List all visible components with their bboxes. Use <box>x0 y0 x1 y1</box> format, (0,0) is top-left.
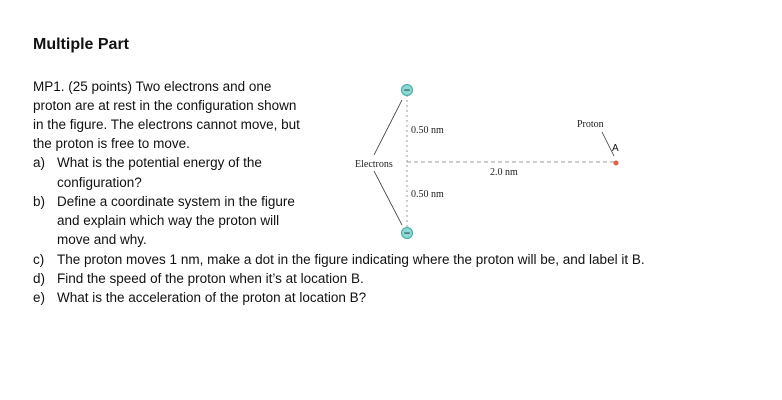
charge-configuration-figure <box>340 75 640 245</box>
proton-dot-icon <box>614 161 619 166</box>
part-e-text: What is the acceleration of the proton at location B? <box>57 290 367 305</box>
part-e-marker: e) <box>33 290 46 305</box>
proton-label: Proton <box>577 119 604 130</box>
part-b-text: Define a coordinate system in the figure <box>57 194 295 209</box>
figure-canvas <box>340 75 640 245</box>
part-d-marker: d) <box>33 271 46 286</box>
electron-pointer-upper <box>374 100 402 155</box>
section-heading: Multiple Part <box>33 36 130 53</box>
intro-line: in the figure. The electrons cannot move, but <box>33 117 300 132</box>
electron-pointer-lower <box>374 171 402 225</box>
horizontal-distance-label: 2.0 nm <box>490 167 518 178</box>
part-d-text: Find the speed of the proton when it’s at location B. <box>57 271 364 286</box>
intro-line: proton are at rest in the configuration shown <box>33 98 297 113</box>
intro-line: the proton is free to move. <box>33 136 190 151</box>
part-b-text: and explain which way the proton will <box>57 213 280 228</box>
part-b-text: move and why. <box>57 232 147 247</box>
intro-line: MP1. (25 points) Two electrons and one <box>33 79 272 94</box>
upper-distance-label: 0.50 nm <box>411 125 444 136</box>
part-c-text: The proton moves 1 nm, make a dot in the figure indicating where the proton will be, and label it B. <box>57 252 645 267</box>
electron-lower-charge: − <box>403 229 411 239</box>
part-c-marker: c) <box>33 252 45 267</box>
location-a-label: A <box>612 143 619 154</box>
part-a-text: configuration? <box>57 175 142 190</box>
part-a-marker: a) <box>33 155 46 170</box>
part-b-marker: b) <box>33 194 46 209</box>
electron-upper-charge: − <box>403 86 411 96</box>
electrons-label: Electrons <box>355 159 393 170</box>
part-a-text: What is the potential energy of the <box>57 155 262 170</box>
lower-distance-label: 0.50 nm <box>411 189 444 200</box>
